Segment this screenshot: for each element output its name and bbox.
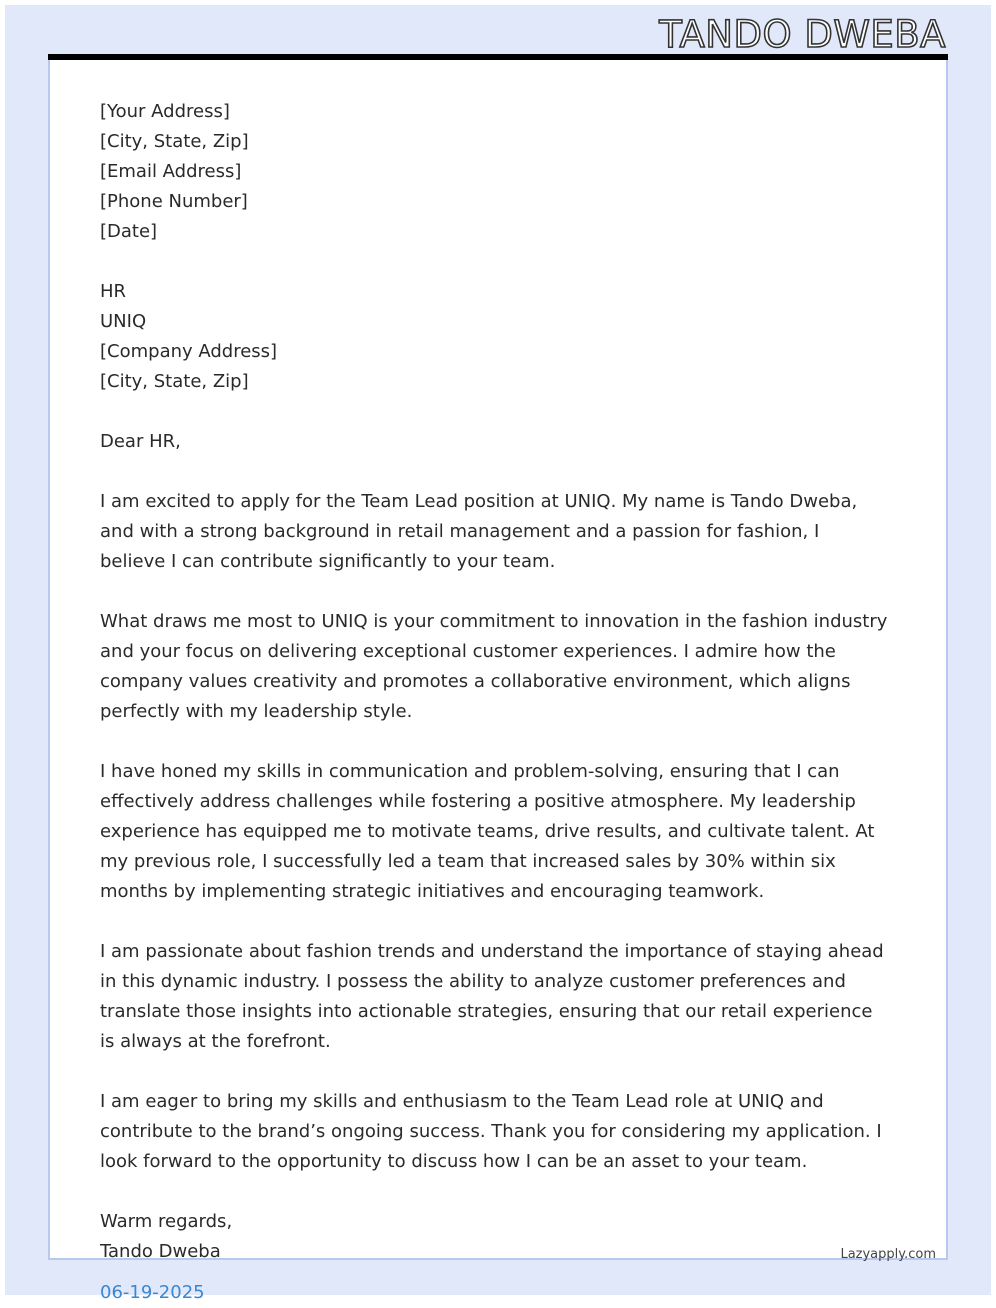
recipient-name-line: HR (100, 281, 127, 302)
recipient-company-line: UNIQ (100, 311, 147, 332)
body-paragraph (100, 937, 890, 1057)
body-paragraph (100, 757, 890, 907)
watermark: Lazyapply.com (840, 1247, 936, 1262)
sender-phone-line: [Phone Number] (100, 191, 248, 212)
body-paragraph-text: What draws me most to UNIQ is your commitment to innovation in the fashion industry and your focus on delivering exceptional customer experiences. I admire how the company values creativity and promotes a collaborative environment, which aligns perfectly with my leadership style. (100, 611, 888, 722)
body-paragraph (100, 487, 890, 577)
body-paragraph (100, 1087, 890, 1177)
sender-date-line: [Date] (100, 221, 158, 242)
sender-address-block (100, 97, 890, 247)
sender-address-line: [Your Address] (100, 101, 230, 122)
signature-name: Tando Dweba (100, 1241, 221, 1262)
header-name: TANDO DWEBA (659, 13, 946, 56)
body-paragraph-text: I am eager to bring my skills and enthusiasm to the Team Lead role at UNIQ and contribute to the brand’s ongoing success. Thank you for considering my application. I look forward to the opportunity to discuss how I can be an asset to your team. (100, 1091, 882, 1172)
salutation (100, 427, 890, 457)
recipient-address-block (100, 277, 890, 397)
salutation-text: Dear HR, (100, 431, 181, 452)
letter-content (100, 97, 890, 1267)
recipient-address-line: [Company Address] (100, 341, 278, 362)
recipient-city-line: [City, State, Zip] (100, 371, 249, 392)
date-stamp: 06-19-2025 (100, 1282, 205, 1303)
closing-block (100, 1207, 890, 1267)
body-paragraph-text: I am excited to apply for the Team Lead position at UNIQ. My name is Tando Dweba, and with a strong background in retail management and a passion for fashion, I believe I can contribute significantly to your team. (100, 491, 858, 572)
sender-city-line: [City, State, Zip] (100, 131, 249, 152)
body-paragraph-text: I have honed my skills in communication and problem-solving, ensuring that I can effectively address challenges while fostering a positive atmosphere. My leadership experience has equipped me to motivate teams, drive results, and cultivate talent. At my previous role, I successfully led a team that increased sales by 30% within six months by implementing strategic initiatives and encouraging teamwork. (100, 761, 875, 902)
sender-email-line: [Email Address] (100, 161, 242, 182)
body-paragraph (100, 607, 890, 727)
body-paragraph-text: I am passionate about fashion trends and understand the importance of staying ahead in this dynamic industry. I possess the ability to analyze customer preferences and translate those insights into actionable strategies, ensuring that our retail experience is always at the forefront. (100, 941, 884, 1052)
closing-phrase: Warm regards, (100, 1211, 233, 1232)
